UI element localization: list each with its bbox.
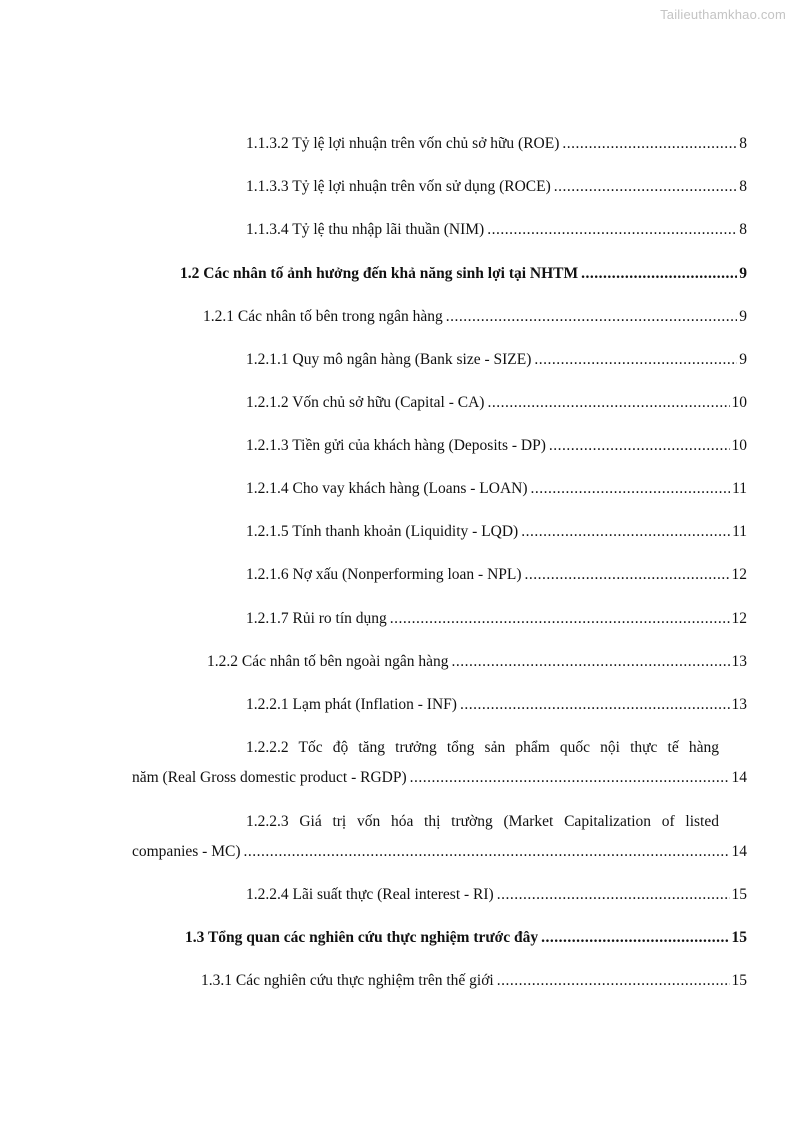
toc-entry[interactable] xyxy=(203,307,747,327)
toc-title-line1: 1.2.2.3 Giá trị vốn hóa thị trường (Market Capitalization of listed xyxy=(246,813,719,830)
toc-title: 1.1.3.4 Tỷ lệ thu nhập lãi thuần (NIM) xyxy=(246,221,485,238)
toc-entry-multiline[interactable] xyxy=(132,812,747,862)
toc-page: 10 xyxy=(731,394,747,411)
dot-leader xyxy=(525,565,730,585)
toc-entry[interactable] xyxy=(246,350,747,370)
toc-page: 8 xyxy=(739,178,747,195)
watermark: Tailieuthamkhao.com xyxy=(660,7,786,22)
dot-leader xyxy=(487,220,737,240)
toc-page: 14 xyxy=(731,769,747,786)
toc-title: 1.2.1.3 Tiền gửi của khách hàng (Deposits - DP) xyxy=(246,437,546,454)
dot-leader xyxy=(497,885,730,905)
dot-leader xyxy=(554,177,737,197)
toc-page: 11 xyxy=(732,480,747,497)
toc-title: 1.2.1.4 Cho vay khách hàng (Loans - LOAN) xyxy=(246,480,528,497)
toc-page: 8 xyxy=(739,135,747,152)
dot-leader xyxy=(451,652,729,672)
dot-leader xyxy=(541,928,729,948)
dot-leader xyxy=(460,695,730,715)
toc-title: 1.1.3.3 Tỷ lệ lợi nhuận trên vốn sử dụng (ROCE) xyxy=(246,178,551,195)
toc-title: 1.2.2.4 Lãi suất thực (Real interest - RI) xyxy=(246,886,494,903)
toc-title: 1.2.1.7 Rủi ro tín dụng xyxy=(246,610,387,627)
toc-page: 10 xyxy=(731,437,747,454)
toc-entry[interactable] xyxy=(246,479,747,499)
toc-entry[interactable] xyxy=(207,652,747,672)
toc-title: 1.3 Tổng quan các nghiên cứu thực nghiệm trước đây xyxy=(185,929,539,946)
toc-page: 9 xyxy=(739,308,747,325)
toc-page: 9 xyxy=(739,351,747,368)
toc-title: 1.2.1.2 Vốn chủ sở hữu (Capital - CA) xyxy=(246,394,485,411)
toc-entry[interactable] xyxy=(246,393,747,413)
toc-title: 1.2.1.5 Tính thanh khoản (Liquidity - LQD) xyxy=(246,523,519,540)
toc-section-entry[interactable] xyxy=(180,264,747,284)
dot-leader xyxy=(243,842,729,862)
toc-entry[interactable] xyxy=(201,971,747,991)
toc-entry[interactable] xyxy=(246,522,747,542)
dot-leader xyxy=(581,264,737,284)
toc-title: 1.2.1.1 Quy mô ngân hàng (Bank size - SIZE) xyxy=(246,351,532,368)
dot-leader xyxy=(521,522,730,542)
dot-leader xyxy=(487,393,729,413)
toc-title: 1.2.1 Các nhân tố bên trong ngân hàng xyxy=(203,308,443,325)
toc-title-line2: năm (Real Gross domestic product - RGDP) xyxy=(132,769,407,786)
toc-title: 1.1.3.2 Tỷ lệ lợi nhuận trên vốn chủ sở hữu (ROE) xyxy=(246,135,560,152)
dot-leader xyxy=(446,307,737,327)
toc-page: 15 xyxy=(731,972,747,989)
dot-leader xyxy=(390,609,730,629)
toc-entry[interactable] xyxy=(246,436,747,456)
toc-entry[interactable] xyxy=(246,695,747,715)
toc-page: 9 xyxy=(739,265,747,282)
toc-page: 11 xyxy=(732,523,747,540)
dot-leader xyxy=(497,971,730,991)
toc-title: 1.2.2 Các nhân tố bên ngoài ngân hàng xyxy=(207,653,449,670)
toc-page: 15 xyxy=(731,886,747,903)
dot-leader xyxy=(410,768,730,788)
toc-entry[interactable] xyxy=(246,885,747,905)
toc-title: 1.3.1 Các nghiên cứu thực nghiệm trên thế giới xyxy=(201,972,494,989)
toc-page: 13 xyxy=(731,653,747,670)
toc-title: 1.2.2.1 Lạm phát (Inflation - INF) xyxy=(246,696,457,713)
toc-page: 12 xyxy=(731,566,747,583)
toc-entry[interactable] xyxy=(246,177,747,197)
dot-leader xyxy=(562,134,737,154)
toc-entry[interactable] xyxy=(246,134,747,154)
toc-section-entry[interactable] xyxy=(185,928,747,948)
toc-page: 8 xyxy=(739,221,747,238)
toc-title: 1.2.1.6 Nợ xấu (Nonperforming loan - NPL) xyxy=(246,566,522,583)
toc-page: 13 xyxy=(731,696,747,713)
dot-leader xyxy=(534,350,737,370)
toc-title: 1.2 Các nhân tố ảnh hưởng đến khả năng sinh lợi tại NHTM xyxy=(180,265,579,282)
toc-entry[interactable] xyxy=(246,609,747,629)
toc-entry[interactable] xyxy=(246,220,747,240)
toc-entry[interactable] xyxy=(246,565,747,585)
toc-entry-multiline[interactable] xyxy=(132,738,747,788)
toc-page: 15 xyxy=(731,929,747,946)
dot-leader xyxy=(531,479,731,499)
toc-page: 12 xyxy=(731,610,747,627)
toc-page: 14 xyxy=(731,843,747,860)
toc-title-line2: companies - MC) xyxy=(132,843,241,860)
dot-leader xyxy=(549,436,730,456)
toc-title-line1: 1.2.2.2 Tốc độ tăng trưởng tổng sản phẩm quốc nội thực tế hàng xyxy=(246,739,719,756)
